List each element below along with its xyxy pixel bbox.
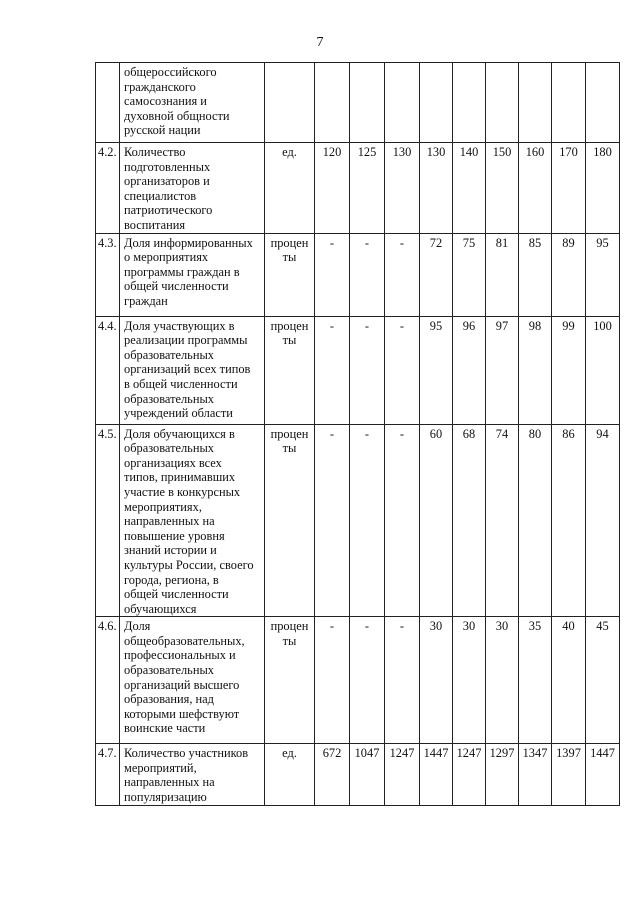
row-number: 4.3.	[96, 233, 120, 316]
indicator-name-line: профессиональных и	[124, 648, 236, 663]
value-cell: 1347	[519, 744, 552, 806]
indicator-name-line: гражданского	[124, 79, 196, 94]
indicator-name-line: образовательных	[124, 347, 214, 362]
unit-line: ты	[282, 441, 297, 456]
indicator-name-line: организаций всех типов	[124, 362, 251, 377]
value-cell: 81	[486, 233, 519, 316]
value-cell: -	[350, 233, 385, 316]
value-cell: 1297	[486, 744, 519, 806]
value-cell: 1047	[350, 744, 385, 806]
value-cell: 98	[519, 316, 552, 424]
value-cell: 180	[586, 143, 620, 234]
value-cell: 160	[519, 143, 552, 234]
value-cell: 170	[552, 143, 586, 234]
indicator-name-line: направленных на	[124, 514, 215, 529]
unit-cell	[265, 617, 315, 744]
unit-cell	[265, 424, 315, 617]
indicator-name	[120, 143, 265, 234]
indicator-name-line: направленных на	[124, 775, 215, 790]
value-cell: 150	[486, 143, 519, 234]
table-row	[96, 143, 620, 234]
indicator-name-line: программы граждан в	[124, 264, 240, 279]
value-cell: 80	[519, 424, 552, 617]
value-cell: 68	[453, 424, 486, 617]
value-cell: 125	[350, 143, 385, 234]
value-cell: 130	[385, 143, 420, 234]
unit-cell	[265, 744, 315, 806]
unit-line: процен	[270, 619, 309, 634]
value-cell: 60	[420, 424, 453, 617]
table-row	[96, 233, 620, 316]
indicator-name-line: культуры России, своего	[124, 557, 254, 572]
indicator-name-line: граждан	[124, 293, 168, 308]
value-cell: -	[385, 233, 420, 316]
indicator-name-line: самосознания и	[124, 94, 207, 109]
value-cell: 72	[420, 233, 453, 316]
value-cell: 75	[453, 233, 486, 316]
unit-line: ед.	[282, 746, 297, 761]
value-cell: -	[385, 424, 420, 617]
value-cell: 95	[586, 233, 620, 316]
indicator-name-line: воинские части	[124, 721, 206, 736]
row-number: 4.2.	[96, 143, 120, 234]
value-cell: 672	[315, 744, 350, 806]
indicator-name-line: образования, над	[124, 692, 214, 707]
page-number: 7	[316, 35, 324, 50]
unit-cell	[265, 63, 315, 143]
unit-cell	[265, 316, 315, 424]
indicators-table	[95, 62, 620, 806]
table-row	[96, 63, 620, 143]
value-cell: 1247	[453, 744, 486, 806]
unit-line: ты	[282, 333, 297, 348]
unit-line: ты	[282, 633, 297, 648]
value-cell: 130	[420, 143, 453, 234]
value-cell: -	[315, 424, 350, 617]
value-cell	[486, 63, 519, 143]
indicator-name-line: Количество	[124, 145, 186, 159]
value-cell	[385, 63, 420, 143]
value-cell: -	[385, 316, 420, 424]
indicator-name-line: типов, принимавших	[124, 470, 236, 485]
unit-cell	[265, 143, 315, 234]
value-cell: 85	[519, 233, 552, 316]
indicator-name-line: специалистов	[124, 188, 197, 203]
indicator-name-line: Доля	[124, 619, 151, 634]
indicator-name	[120, 744, 265, 806]
value-cell: -	[315, 233, 350, 316]
value-cell: 30	[486, 617, 519, 744]
indicator-name-line: Доля информированных	[124, 235, 253, 250]
indicator-name-line: учреждений области	[124, 406, 233, 421]
value-cell: 35	[519, 617, 552, 744]
value-cell	[519, 63, 552, 143]
row-number: 4.7.	[96, 744, 120, 806]
value-cell: 1397	[552, 744, 586, 806]
value-cell	[350, 63, 385, 143]
indicator-name-line: организаторов и	[124, 174, 210, 189]
value-cell: 1247	[385, 744, 420, 806]
indicator-name-line: Количество участников	[124, 746, 249, 761]
indicator-name-line: общеобразовательных,	[124, 633, 245, 648]
indicator-name-line: знаний истории и	[124, 543, 217, 558]
value-cell	[552, 63, 586, 143]
value-cell: 99	[552, 316, 586, 424]
value-cell: 120	[315, 143, 350, 234]
value-cell: 96	[453, 316, 486, 424]
value-cell: 97	[486, 316, 519, 424]
indicator-name-line: в общей численности	[124, 376, 238, 391]
indicator-name-line: обучающихся	[124, 601, 197, 616]
indicator-name-line: образовательных	[124, 391, 214, 406]
indicator-name-line: воспитания	[124, 217, 186, 232]
indicator-name	[120, 233, 265, 316]
value-cell: -	[350, 617, 385, 744]
value-cell: -	[315, 617, 350, 744]
table-row	[96, 617, 620, 744]
value-cell: 40	[552, 617, 586, 744]
indicator-name-line: общей численности	[124, 587, 229, 602]
value-cell: 140	[453, 143, 486, 234]
unit-line: процен	[270, 235, 309, 250]
value-cell: 1447	[420, 744, 453, 806]
indicator-name-line: подготовленных	[124, 159, 211, 174]
value-cell	[586, 63, 620, 143]
table-row	[96, 316, 620, 424]
indicator-name-line: города, региона, в	[124, 572, 219, 587]
unit-line: ед.	[282, 145, 297, 159]
value-cell: 95	[420, 316, 453, 424]
value-cell: 94	[586, 424, 620, 617]
table-row	[96, 744, 620, 806]
indicator-name-line: общероссийского	[124, 65, 217, 79]
indicator-name-line: мероприятиях,	[124, 499, 202, 514]
row-number	[96, 63, 120, 143]
unit-cell	[265, 233, 315, 316]
indicator-name-line: русской нации	[124, 123, 201, 138]
row-number: 4.4.	[96, 316, 120, 424]
indicator-name-line: которыми шефствуют	[124, 706, 240, 721]
value-cell: 1447	[586, 744, 620, 806]
indicator-name	[120, 316, 265, 424]
indicator-name	[120, 424, 265, 617]
indicator-name-line: Доля обучающихся в	[124, 426, 235, 441]
value-cell: 30	[453, 617, 486, 744]
indicator-name-line: мероприятий,	[124, 760, 197, 775]
indicator-name-line: Доля участвующих в	[124, 318, 235, 333]
unit-line: процен	[270, 426, 309, 441]
indicator-name-line: участие в конкурсных	[124, 484, 241, 499]
indicator-name-line: о мероприятиях	[124, 250, 209, 265]
indicator-name-line: образовательных	[124, 663, 214, 678]
value-cell: -	[350, 316, 385, 424]
indicator-name	[120, 617, 265, 744]
indicator-name-line: духовной общности	[124, 108, 230, 123]
indicator-name-line: организаций высшего	[124, 677, 240, 692]
indicator-name-line: организациях всех	[124, 455, 222, 470]
value-cell	[453, 63, 486, 143]
unit-line: ты	[282, 250, 297, 265]
indicator-name-line: патриотического	[124, 203, 213, 218]
value-cell: 100	[586, 316, 620, 424]
indicator-name-line: повышение уровня	[124, 528, 225, 543]
indicator-name-line: образовательных	[124, 441, 214, 456]
value-cell: 74	[486, 424, 519, 617]
value-cell: -	[315, 316, 350, 424]
value-cell: 30	[420, 617, 453, 744]
table-row	[96, 424, 620, 617]
unit-line: процен	[270, 318, 309, 333]
indicator-name-line: общей численности	[124, 279, 229, 294]
value-cell: 86	[552, 424, 586, 617]
value-cell: 89	[552, 233, 586, 316]
indicator-name-line: реализации программы	[124, 333, 248, 348]
value-cell: -	[385, 617, 420, 744]
indicator-name-line: популяризацию	[124, 790, 207, 805]
value-cell	[315, 63, 350, 143]
value-cell	[420, 63, 453, 143]
value-cell: -	[350, 424, 385, 617]
value-cell: 45	[586, 617, 620, 744]
row-number: 4.5.	[96, 424, 120, 617]
row-number: 4.6.	[96, 617, 120, 744]
indicator-name	[120, 63, 265, 143]
